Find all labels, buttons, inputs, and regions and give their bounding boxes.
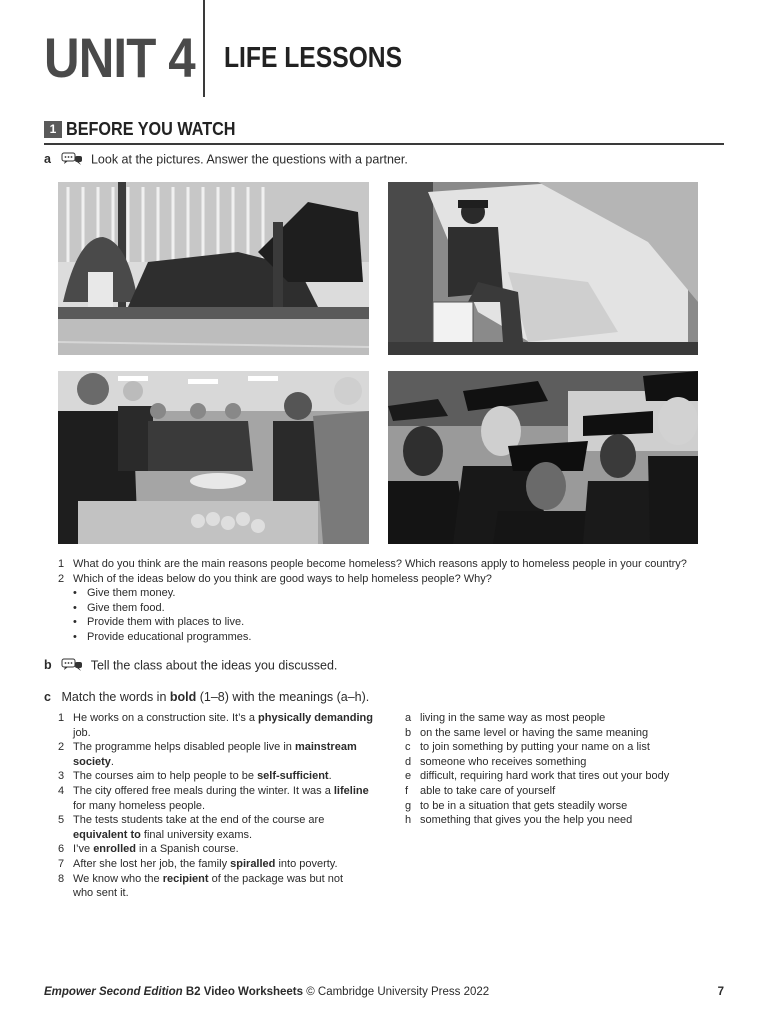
sentence-item: 7 After she lost her job, the family spiralled into poverty. xyxy=(58,857,338,870)
footer-level: B2 Video Worksheets xyxy=(182,986,304,998)
meaning-item: h something that gives you the help you need xyxy=(405,814,633,827)
sentence-item: 1 He works on a construction site. It’s a physically demanding job. xyxy=(58,712,373,739)
question-list xyxy=(58,557,687,645)
sentence-list xyxy=(58,711,388,901)
meaning-item: f able to take care of yourself xyxy=(405,784,556,797)
task-a xyxy=(44,152,408,168)
meaning-item: a living in the same way as most people xyxy=(405,712,606,724)
idea-text: Provide educational programmes. xyxy=(87,630,252,643)
task-instruction: Match the words in xyxy=(61,690,170,704)
question-text: Which of the ideas below do you think are good ways to help homeless people? Why? xyxy=(73,572,492,585)
task-instruction-bold: bold xyxy=(169,690,197,704)
photo-graduates xyxy=(388,371,698,544)
idea-item: • Provide educational programmes. xyxy=(73,630,252,643)
footer-copyright: © Cambridge University Press 2022 xyxy=(303,986,490,998)
sentence-item: 6 I’ve enrolled in a Spanish course. xyxy=(58,843,239,856)
task-instruction: Tell the class about the ideas you discussed. xyxy=(90,658,338,673)
question-number: 1 xyxy=(58,558,65,570)
meaning-item: g to be in a situation that gets steadily worse xyxy=(405,799,628,812)
meaning-item: c to join something by putting your name on a list xyxy=(405,741,650,754)
task-c xyxy=(44,690,369,704)
idea-item: • Give them food. xyxy=(73,601,165,614)
photo-homeless-tents xyxy=(58,182,369,355)
question-item xyxy=(58,572,687,587)
idea-text: Give them food. xyxy=(87,601,165,614)
speech-bubbles-icon xyxy=(61,152,83,168)
meaning-item: b on the same level or having the same meaning xyxy=(405,726,649,739)
idea-text: Give them money. xyxy=(87,587,176,600)
unit-title: LIFE LESSONS xyxy=(224,42,403,74)
sentence-item: 4 The city offered free meals during the winter. It was a lifeline for many homeless people. xyxy=(58,784,369,812)
task-instruction-end: (1–8) with the meanings (a–h). xyxy=(196,690,370,704)
header-divider xyxy=(203,0,205,97)
question-number: 2 xyxy=(58,572,65,585)
footer-series: Empower Second Edition xyxy=(44,986,183,998)
sentence-item: 8 We know who the recipient of the package was but not who sent it. xyxy=(58,872,344,900)
section-number: 1 xyxy=(44,121,62,138)
task-letter: c xyxy=(44,690,51,704)
sentence-item: 2 The programme helps disabled people live in mainstream society. xyxy=(58,741,357,768)
idea-item: • Give them money. xyxy=(73,587,176,600)
task-letter: b xyxy=(44,658,52,673)
unit-number: UNIT 4 xyxy=(44,26,195,89)
meaning-item: d someone who receives something xyxy=(405,755,587,768)
idea-item: • Provide them with places to live. xyxy=(73,616,245,629)
question-text: What do you think are the main reasons people become homeless? Which reasons apply to homeless people in your country? xyxy=(73,558,687,570)
sentence-item: 3 The courses aim to help people to be self-sufficient. xyxy=(58,770,332,783)
section-title: BEFORE YOU WATCH xyxy=(66,119,236,139)
page-number: 7 xyxy=(717,986,724,998)
photo-soup-kitchen xyxy=(58,371,369,544)
meaning-item: e difficult, requiring hard work that tires out your body xyxy=(405,770,670,783)
speech-bubbles-icon xyxy=(61,658,83,674)
idea-text: Provide them with places to live. xyxy=(87,616,245,629)
task-letter: a xyxy=(44,152,51,167)
meaning-list xyxy=(405,711,725,828)
footer-credit xyxy=(44,986,489,998)
question-item xyxy=(58,557,687,572)
photo-man-sitting xyxy=(388,182,698,355)
task-instruction: Look at the pictures. Answer the questions with a partner. xyxy=(90,152,408,167)
section-heading xyxy=(44,119,724,145)
sentence-item: 5 The tests students take at the end of the course are equivalent to final university exams. xyxy=(58,814,325,841)
task-b xyxy=(44,658,337,674)
